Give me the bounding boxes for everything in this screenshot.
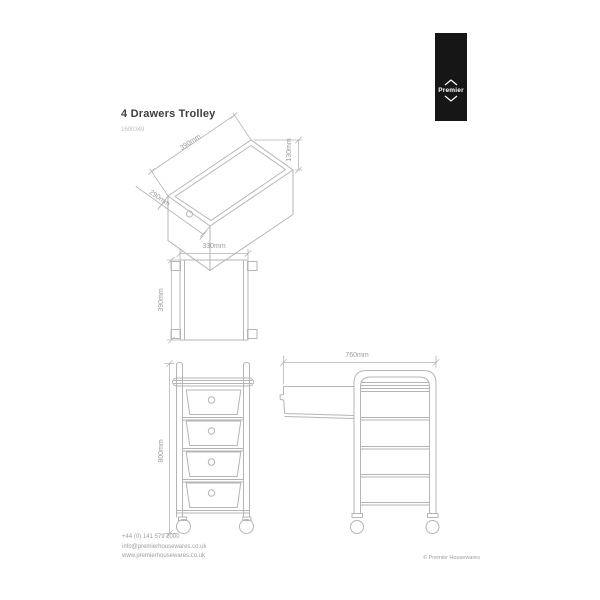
- page-title: 4 Drawers Trolley: [121, 108, 216, 120]
- side-view-open-drawer-drawing: [280, 371, 439, 534]
- top-view-drawing: [171, 260, 257, 340]
- dimension-label-topview-depth: 390mm: [158, 288, 165, 312]
- dimension-label-topview-width: 330mm: [202, 243, 226, 250]
- front-view-drawing: [173, 363, 254, 534]
- dimension-label-drawer-height: 130mm: [286, 138, 293, 162]
- caster-wheel: [352, 514, 363, 518]
- chevron-down-icon: [444, 95, 458, 102]
- product-code: 1600349: [121, 127, 145, 133]
- contact-phone: +44 (0) 141 579 2000: [122, 534, 180, 540]
- caster-wheel: [351, 521, 364, 534]
- caster-wheel: [428, 514, 439, 518]
- contact-website: www.premierhousewares.co.uk: [122, 553, 206, 559]
- chevron-up-icon: [444, 79, 458, 86]
- caster-wheel: [177, 520, 191, 534]
- contact-email: info@premierhousewares.co.uk: [122, 543, 207, 550]
- dimension-label-drawer-width: 390mm: [179, 133, 203, 153]
- caster-wheel: [240, 520, 254, 534]
- dimension-label-extended-depth: 760mm: [345, 352, 369, 359]
- caster-wheel: [426, 521, 439, 534]
- dimension-label-drawer-depth: 290mm: [147, 189, 171, 209]
- logo-text: Premier: [438, 87, 464, 94]
- premier-logo-badge: [435, 33, 467, 121]
- open-drawer: [280, 387, 354, 416]
- dimension-label-trolley-height: 800mm: [158, 439, 165, 463]
- copyright-notice: © Premier Housewares: [423, 555, 480, 561]
